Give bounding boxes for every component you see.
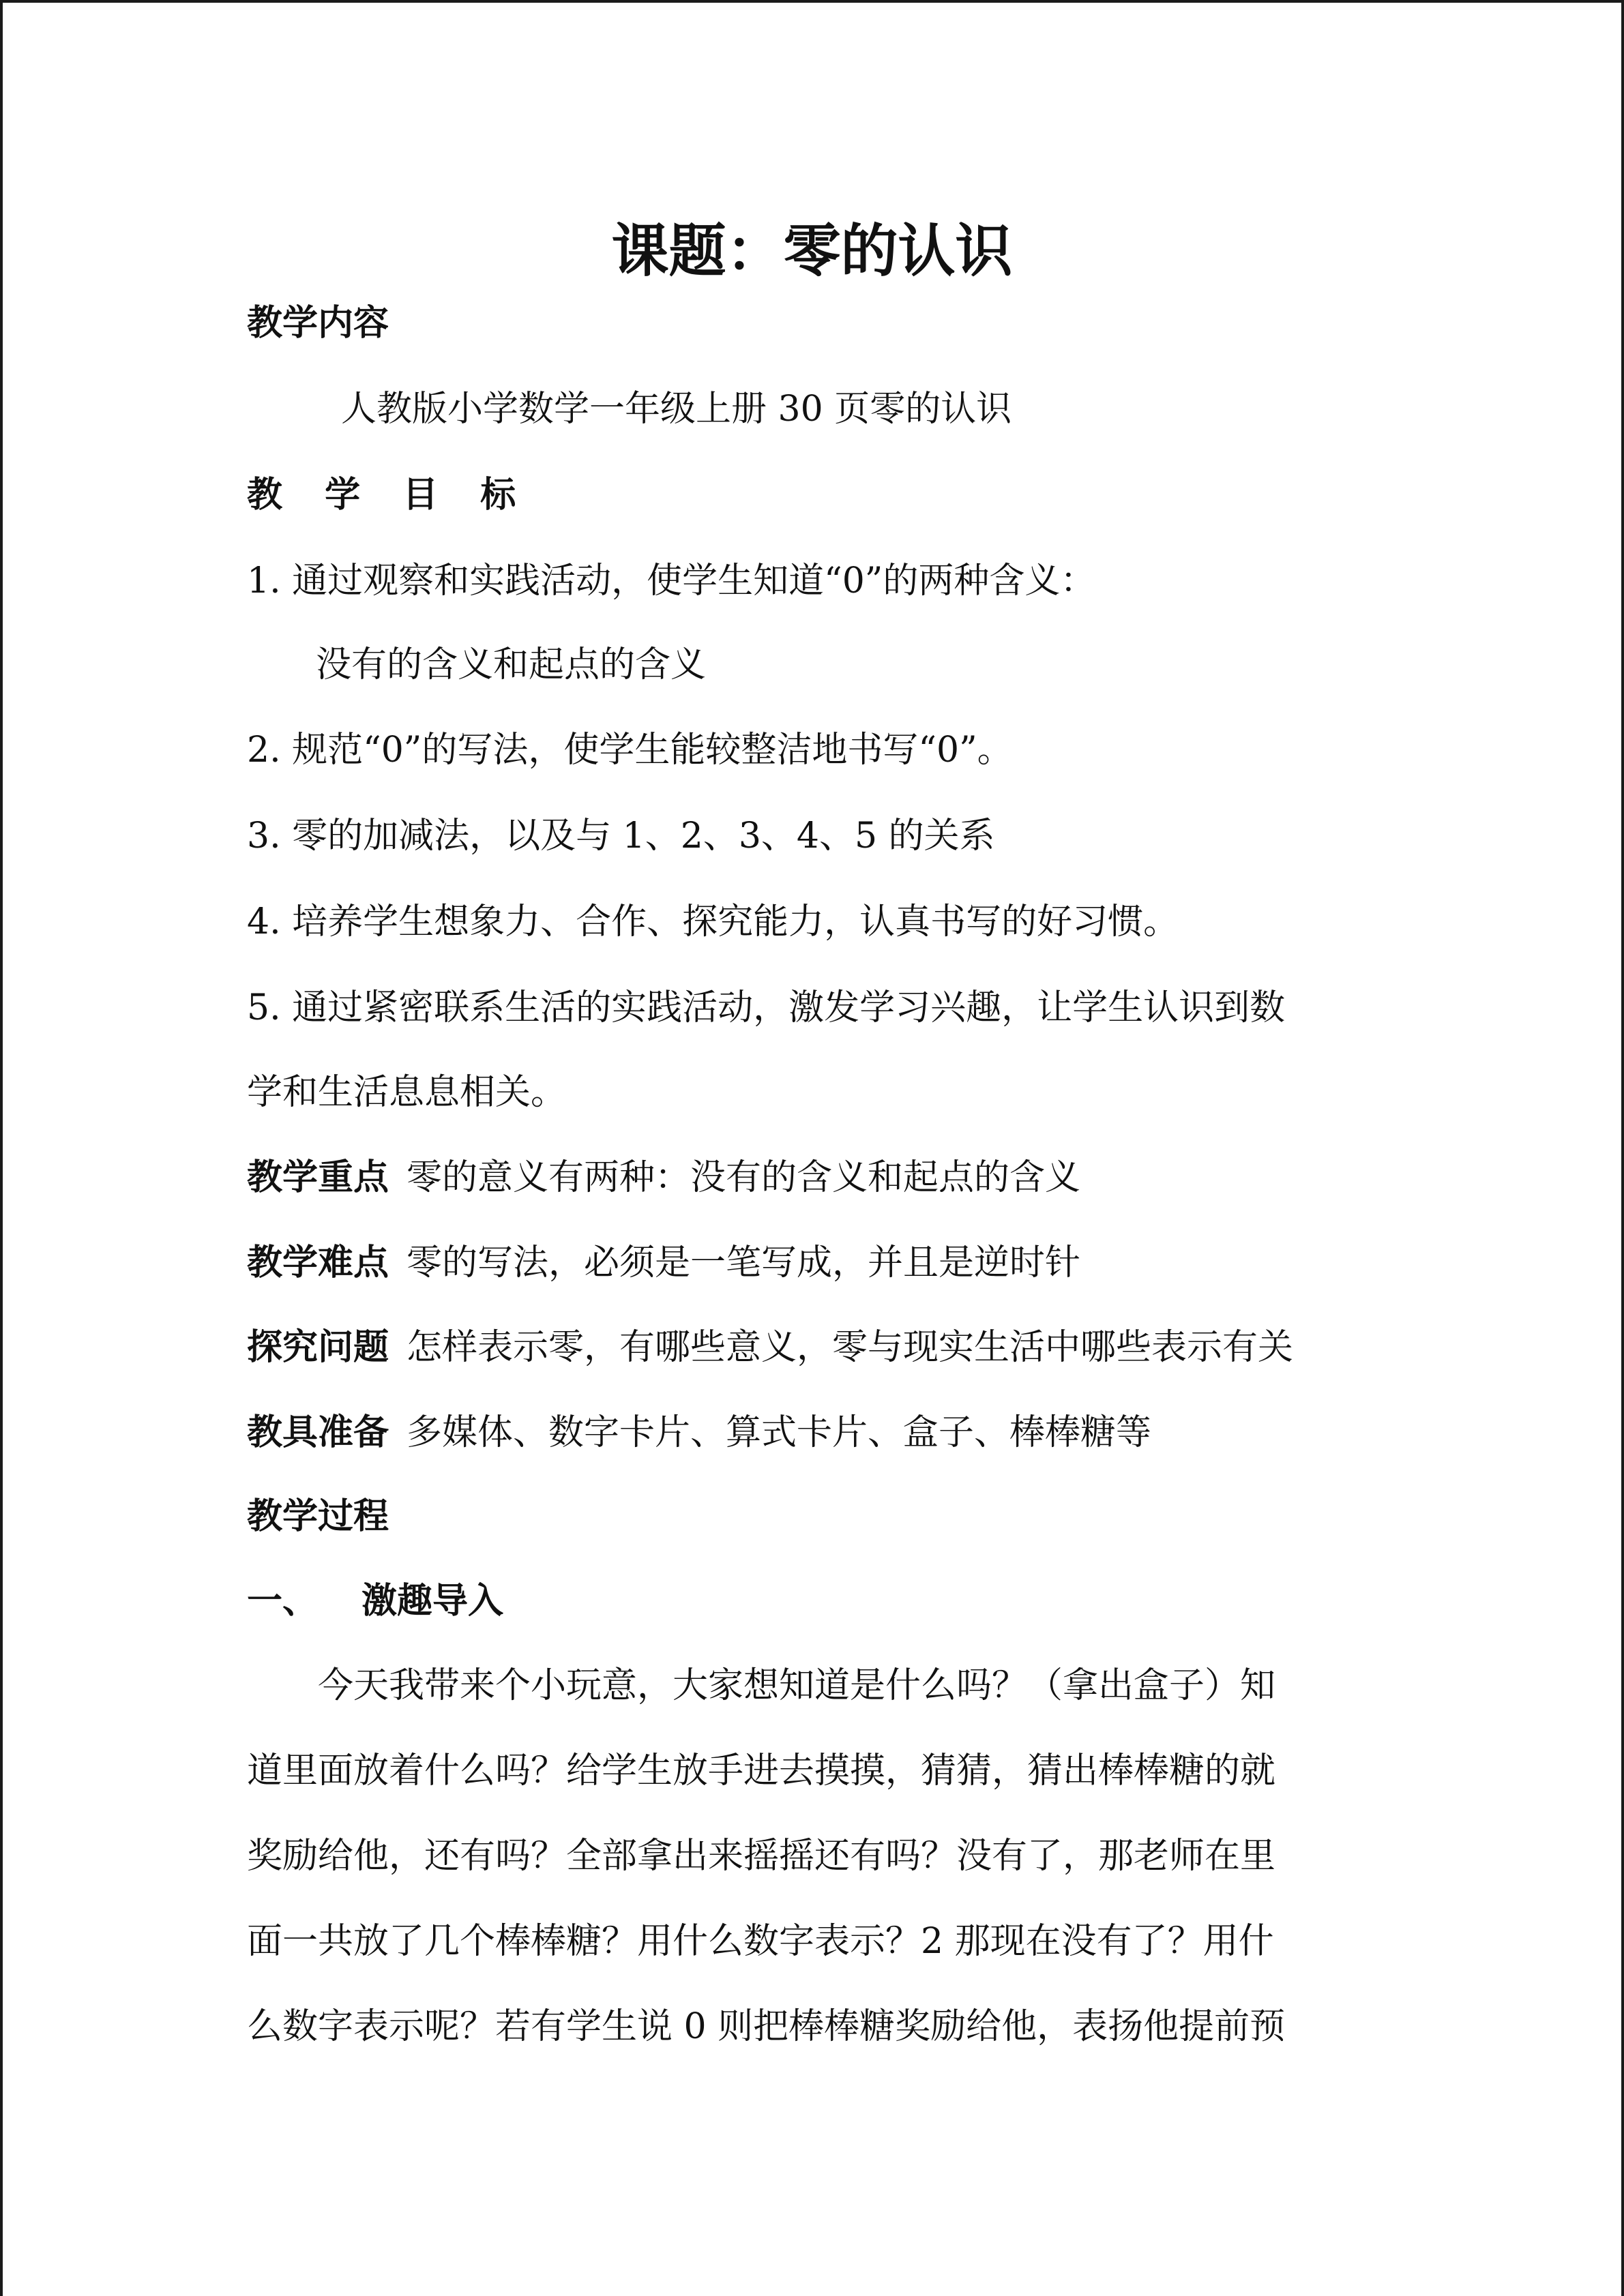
- step1-number: 一、: [247, 1581, 319, 1622]
- materials-label: 教具准备: [247, 1412, 389, 1453]
- key-point-label: 教学重点: [247, 1157, 389, 1198]
- goal-item-4: 4. 培养学生想象力、合作、探究能力，认真书写的好习惯。: [247, 901, 1179, 942]
- difficulty-label: 教学难点: [247, 1242, 389, 1283]
- document-title: 课题：零的认识: [611, 218, 1013, 284]
- teaching-process-heading: 教学过程: [247, 1496, 389, 1537]
- materials-row: [247, 1411, 1151, 1455]
- goal-item-2: 2. 规范“0”的写法，使学生能较整洁地书写“0”。: [247, 730, 1013, 771]
- paragraph-line: 面一共放了几个棒棒糖？用什么数字表示？2 那现在没有了？用什: [247, 1921, 1274, 1962]
- paragraph-line: 道里面放着什么吗？给学生放手进去摸摸，猜猜，猜出棒棒糖的就: [247, 1750, 1276, 1791]
- goal-item-1-continued: 没有的含义和起点的含义: [316, 644, 707, 685]
- goal-item-5-continued: 学和生活息息相关。: [247, 1072, 567, 1113]
- paragraph-line: 今天我带来个小玩意，大家想知道是什么吗？（拿出盒子）知: [318, 1665, 1276, 1706]
- goal-item-5: 5. 通过紧密联系生活的实践活动，激发学习兴趣，让学生认识到数: [247, 987, 1286, 1028]
- difficulty-row: [247, 1241, 1080, 1285]
- paragraph-line: 么数字表示呢？若有学生说 0 则把棒棒糖奖励给他，表扬他提前预: [247, 2006, 1286, 2047]
- page-border-left: [0, 0, 3, 2296]
- goal-item-1: 1. 通过观察和实践活动，使学生知道“0”的两种含义：: [247, 561, 1096, 601]
- step1-title: 激趣导入: [361, 1581, 504, 1622]
- paragraph-line: 奖励给他，还有吗？全部拿出来摇摇还有吗？没有了，那老师在里: [247, 1836, 1276, 1877]
- teaching-goals-heading: 教 学 目 标: [247, 475, 531, 516]
- difficulty-text: 零的写法，必须是一笔写成，并且是逆时针: [407, 1242, 1081, 1283]
- goal-item-3: 3. 零的加减法，以及与 1、2、3、4、5 的关系: [247, 816, 995, 856]
- teaching-content-heading: 教学内容: [247, 303, 389, 344]
- teaching-content-text: 人教版小学数学一年级上册 30 页零的认识: [341, 389, 1012, 430]
- page-border-top: [0, 0, 1624, 3]
- inquiry-label: 探究问题: [247, 1327, 389, 1368]
- materials-text: 多媒体、数字卡片、算式卡片、盒子、棒棒糖等: [407, 1412, 1152, 1453]
- key-point-row: [247, 1156, 1080, 1199]
- key-point-text: 零的意义有两种：没有的含义和起点的含义: [407, 1157, 1081, 1198]
- inquiry-text: 怎样表示零，有哪些意义，零与现实生活中哪些表示有关: [407, 1327, 1294, 1368]
- inquiry-row: [247, 1326, 1293, 1369]
- page-border-right: [1621, 0, 1624, 2296]
